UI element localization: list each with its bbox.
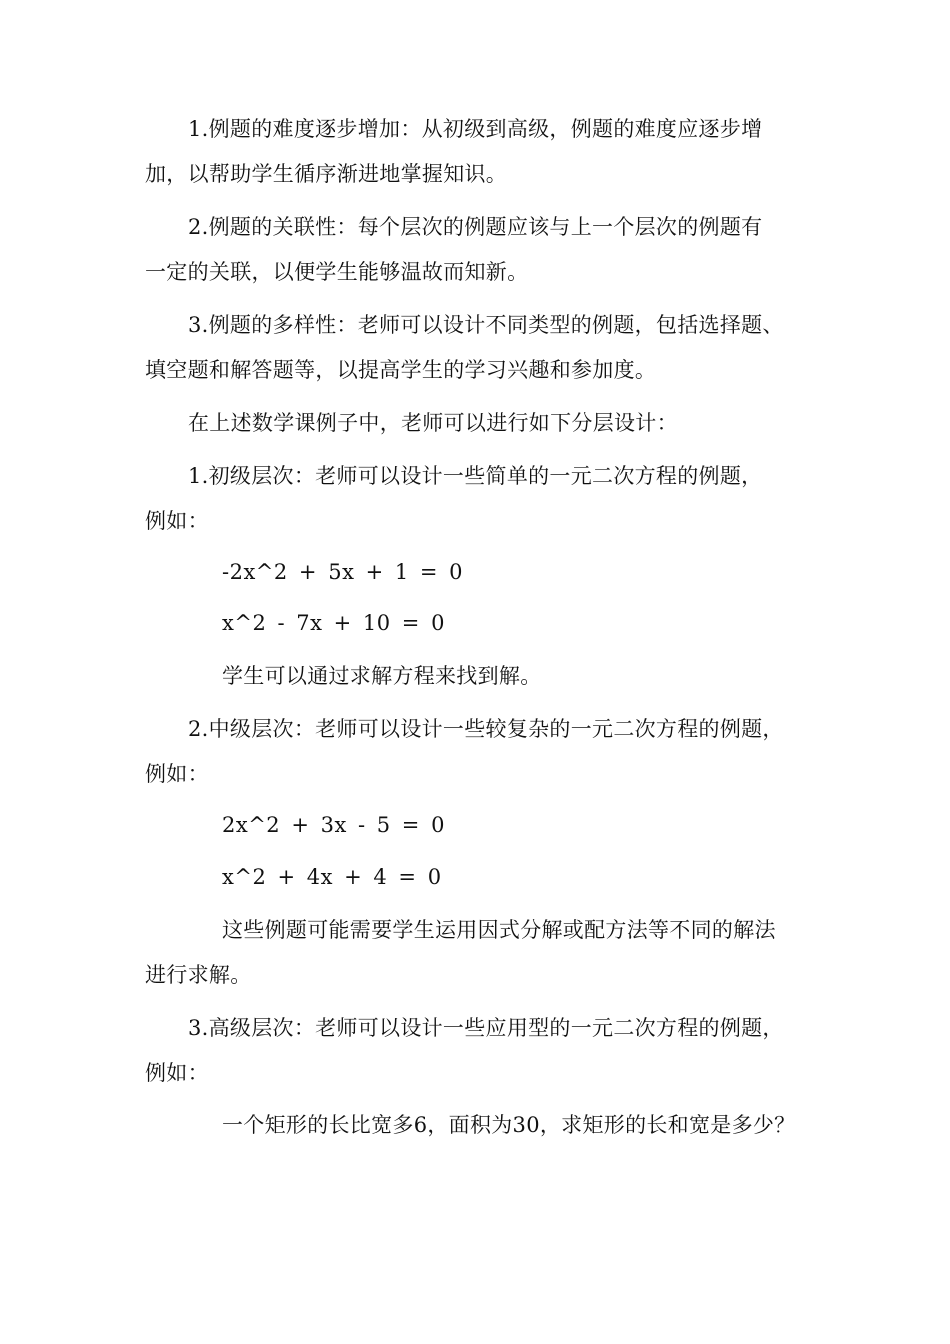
level-advanced-line-1: 3.高级层次：老师可以设计一些应用型的一元二次方程的例题， xyxy=(188,1016,784,1040)
level-basic-line-2: 例如： xyxy=(145,509,209,533)
intermediate-method-line-2: 进行求解。 xyxy=(145,963,252,987)
intro-paragraph: 在上述数学课例子中，老师可以进行如下分层设计： xyxy=(188,411,678,435)
point-difficulty-line-1: 1.例题的难度逐步增加：从初级到高级，例题的难度应逐步增 xyxy=(188,117,763,141)
intermediate-method-line-1: 这些例题可能需要学生运用因式分解或配方法等不同的解法 xyxy=(222,918,776,942)
level-basic-line-1: 1.初级层次：老师可以设计一些简单的一元二次方程的例题， xyxy=(188,464,763,488)
equation-4: x^2 + 4x + 4 = 0 xyxy=(222,865,442,889)
level-intermediate-line-1: 2.中级层次：老师可以设计一些较复杂的一元二次方程的例题， xyxy=(188,717,784,741)
equation-1: -2x^2 + 5x + 1 = 0 xyxy=(222,560,464,584)
point-relevance-line-1: 2.例题的关联性：每个层次的例题应该与上一个层次的例题有 xyxy=(188,215,763,239)
point-diversity-line-2: 填空题和解答题等，以提高学生的学习兴趣和参加度。 xyxy=(145,358,657,382)
level-intermediate-line-2: 例如： xyxy=(145,762,209,786)
rectangle-word-problem: 一个矩形的长比宽多6，面积为30，求矩形的长和宽是多少？ xyxy=(222,1113,796,1137)
equation-3: 2x^2 + 3x - 5 = 0 xyxy=(222,813,445,837)
point-diversity-line-1: 3.例题的多样性：老师可以设计不同类型的例题，包括选择题、 xyxy=(188,313,784,337)
point-difficulty-line-2: 加，以帮助学生循序渐进地掌握知识。 xyxy=(145,162,508,186)
point-relevance-line-2: 一定的关联，以便学生能够温故而知新。 xyxy=(145,260,529,284)
level-advanced-line-2: 例如： xyxy=(145,1061,209,1085)
equation-2: x^2 - 7x + 10 = 0 xyxy=(222,611,445,635)
basic-solution-note: 学生可以通过求解方程来找到解。 xyxy=(222,664,542,688)
